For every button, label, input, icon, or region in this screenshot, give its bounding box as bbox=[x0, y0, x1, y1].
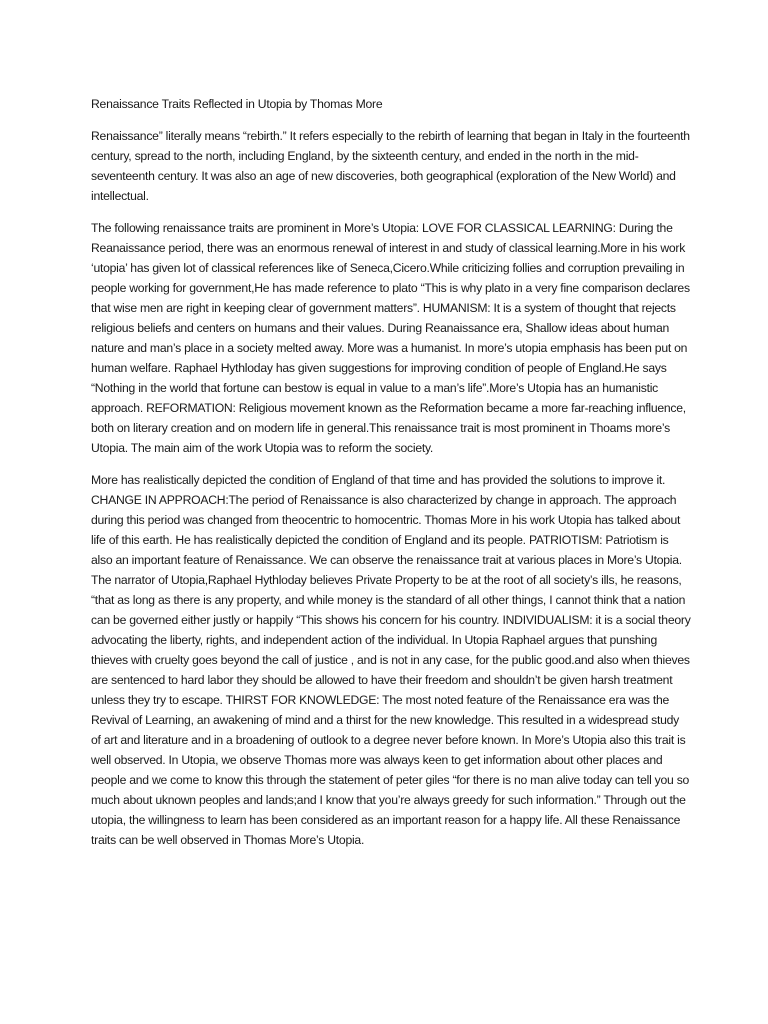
paragraph-intro: Renaissance” literally means “rebirth.” It refers especially to the rebirth of learning that began in Italy in the fourteenth century, spread to the north, including England, by the sixteenth century, and ended in the north in the mid-seventeenth century. It was also an age of new discoveries, both geographical (exploration of the New World) and intellectual. bbox=[91, 129, 690, 203]
document-body bbox=[91, 94, 691, 862]
paragraph-traits: The following renaissance traits are prominent in More’s Utopia: LOVE FOR CLASSICAL LEARNING: During the Reanaissance period, there was an enormous renewal of interest in and study of classical learning.More in his work ‘utopia’ has given lot of classical references like of Seneca,Cicero.While criticizing follies and corruption prevailing in people working for government,He has made reference to plato “This is why plato in a very fine comparison declares that wise men are right in keeping clear of government matters”. HUMANISM: It is a system of thought that rejects religious beliefs and centers on humans and their values. During Reanaissance era, Shallow ideas about human nature and man’s place in a society melted away. More was a humanist. In more’s utopia emphasis has been put on human welfare. Raphael Hythloday has given suggestions for improving condition of people of England.He says “Nothing in the world that fortune can bestow is equal in value to a man’s life”.More’s Utopia has an humanistic approach. REFORMATION: Religious movement known as the Reformation became a more far-reaching influence, both on literary creation and on modern life in general.This renaissance trait is most prominent in Thoams more’s Utopia. The main aim of the work Utopia was to reform the society. bbox=[91, 221, 690, 455]
paragraph-conclusion: More has realistically depicted the condition of England of that time and has provided the solutions to improve it. CHANGE IN APPROACH:The period of Renaissance is also characterized by change in approach. The approach during this period was changed from theocentric to homocentric. Thomas More in his work Utopia has talked about life of this earth. He has realistically depicted the condition of England and its people. PATRIOTISM: Patriotism is also an important feature of Renaissance. We can observe the renaissance trait at various places in More’s Utopia. The narrator of Utopia,Raphael Hythloday believes Private Property to be at the root of all society’s ills, he reasons, “that as long as there is any property, and while money is the standard of all other things, I cannot think that a nation can be governed either justly or happily “This shows his concern for his country. INDIVIDUALISM: it is a social theory advocating the liberty, rights, and independent action of the individual. In Utopia Raphael argues that punshing thieves with cruelty goes beyond the call of justice , and is not in any case, for the public good.and also when thieves are sentenced to hard labor they should be allowed to have their freedom and shouldn’t be given harsh treatment unless they try to escape. THIRST FOR KNOWLEDGE: The most noted feature of the Renaissance era was the Revival of Learning, an awakening of mind and a thirst for the new knowledge. This resulted in a widespread study of art and literature and in a broadening of outlook to a degree never before known. In More’s Utopia also this trait is well observed. In Utopia, we observe Thomas more was always keen to get information about other places and people and we come to know this through the statement of peter giles “for there is no man alive today can tell you so much about uknown peoples and lands;and I know that you’re always greedy for such information.” Through out the utopia, the willingness to learn has been considered as an important reason for a happy life. All these Renaissance traits can be well observed in Thomas More’s Utopia. bbox=[91, 473, 691, 847]
document-title: Renaissance Traits Reflected in Utopia by Thomas More bbox=[91, 97, 383, 111]
